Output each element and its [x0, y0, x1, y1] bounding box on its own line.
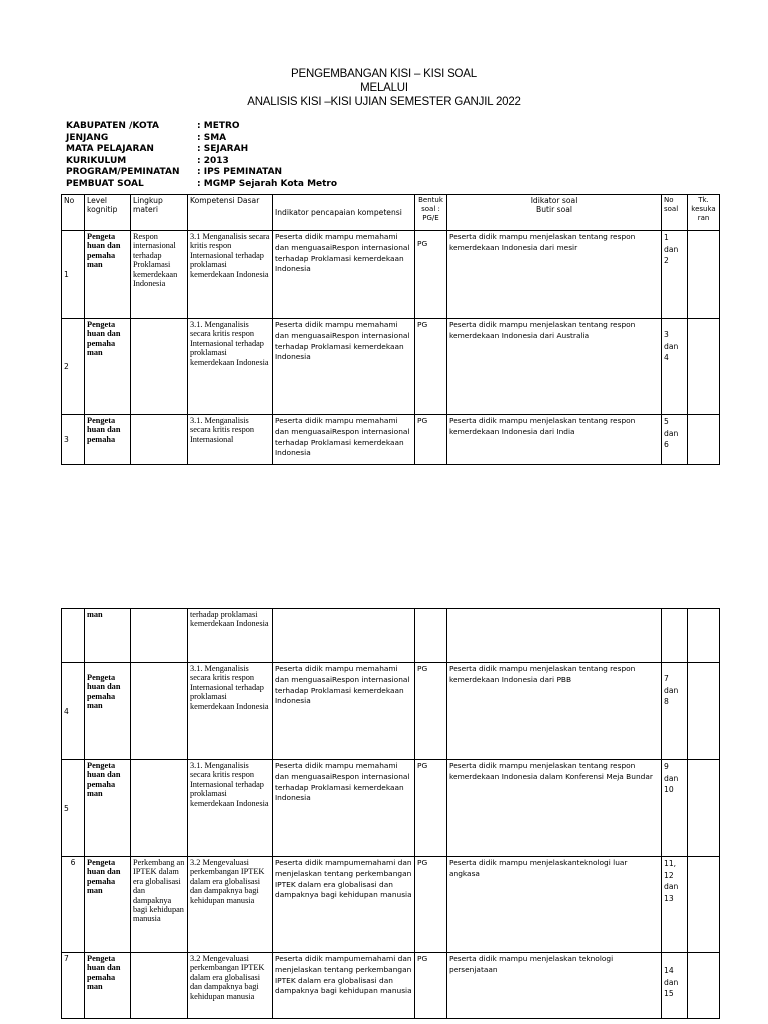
header-bentuk: Bentuk soal : PG/E	[415, 195, 447, 231]
kisi-table-part1	[61, 194, 720, 465]
cell-ipk: Peserta didik mampu memahami dan menguasaiRespon internasional terhadap Proklamasi kemerdekaan Indonesia	[273, 231, 415, 319]
meta-key: MATA PELAJARAN	[66, 144, 154, 155]
cell-indikator: Peserta didik mampu menjelaskan tentang respon kemerdekaan Indonesia dari Australia	[447, 319, 662, 415]
cell-no-soal: 3 dan 4	[662, 319, 688, 415]
table-row-continued	[62, 609, 720, 663]
header-kd: Kompetensi Dasar	[188, 195, 273, 231]
meta-value: : SEJARAH	[197, 144, 249, 155]
cell-no	[62, 609, 85, 663]
cell-tk	[688, 231, 720, 319]
cell-level: Pengeta huan dan pemaha man	[85, 319, 131, 415]
cell-ipk: Peserta didik mampu memahami dan menguasaiRespon internasional terhadap Proklamasi kemerdekaan Indonesia	[273, 415, 415, 465]
cell-no-soal	[662, 609, 688, 663]
cell-ipk	[273, 609, 415, 663]
cell-bentuk: PG	[415, 760, 447, 857]
cell-level: Pengeta huan dan pemaha	[85, 415, 131, 465]
cell-tk	[688, 609, 720, 663]
table-row	[62, 319, 720, 415]
cell-kd: 3.1. Menganalisis secara kritis respon Internasional terhadap proklamasi kemerdekaan Indonesia	[188, 319, 273, 415]
meta-value: : METRO	[197, 121, 240, 131]
cell-ipk: Peserta didik mampu memahami dan menguasaiRespon internasional terhadap Proklamasi kemerdekaan Indonesia	[273, 319, 415, 415]
cell-kd: 3.1. Menganalisis secara kritis respon Internasional terhadap proklamasi kemerdekaan Indonesia	[188, 760, 273, 857]
table-row	[62, 231, 720, 319]
doc-title-line2: MELALUI	[360, 82, 408, 94]
meta-value: : IPS PEMINATAN	[197, 167, 283, 178]
cell-bentuk: PG	[415, 857, 447, 953]
cell-ipk: Peserta didik mampumemahami dan menjelaskan tentang perkembangan IPTEK dalam era globalisasi dan dampaknya bagi kehidupan manusia	[273, 953, 415, 1019]
cell-tk	[688, 953, 720, 1019]
kisi-table-part2	[61, 608, 720, 1019]
table-row	[62, 760, 720, 857]
cell-lingkup	[131, 663, 188, 760]
cell-level: Pengeta huan dan pemaha man	[85, 953, 131, 1019]
table-row	[62, 857, 720, 953]
header-indikator: Idikator soal Butir soal	[447, 195, 662, 231]
doc-title-line1: PENGEMBANGAN KISI – KISI SOAL	[291, 68, 477, 80]
cell-tk	[688, 319, 720, 415]
cell-level: Pengeta huan dan pemaha man	[85, 857, 131, 953]
cell-indikator: Peserta didik mampu menjelaskan tentang respon kemerdekaan Indonesia dari India	[447, 415, 662, 465]
cell-indikator	[447, 609, 662, 663]
cell-no: 3	[62, 415, 85, 465]
table-row	[62, 953, 720, 1019]
meta-value: : SMA	[197, 132, 227, 143]
header-no-soal: No soal	[662, 195, 688, 231]
cell-level: Pengeta huan dan pemaha man	[85, 663, 131, 760]
cell-indikator: Peserta didik mampu menjelaskan tentang respon kemerdekaan Indonesia dalam Konferensi Meja Bundar	[447, 760, 662, 857]
cell-no: 5	[62, 760, 85, 857]
cell-lingkup	[131, 319, 188, 415]
cell-tk	[688, 857, 720, 953]
cell-indikator: Peserta didik mampu menjelaskanteknologi luar angkasa	[447, 857, 662, 953]
cell-lingkup	[131, 953, 188, 1019]
cell-kd: 3.1. Menganalisis secara kritis respon Internasional terhadap proklamasi kemerdekaan Indonesia	[188, 663, 273, 760]
cell-lingkup: Respon internasional terhadap Proklamasi kemerdekaan Indonesia	[131, 231, 188, 319]
cell-ipk: Peserta didik mampu memahami dan menguasaiRespon internasional terhadap Proklamasi kemerdekaan Indonesia	[273, 760, 415, 857]
meta-key: JENJANG	[66, 132, 109, 143]
cell-lingkup	[131, 760, 188, 857]
header-level: Level kognitip	[85, 195, 131, 231]
table-row	[62, 663, 720, 760]
header-ipk: Indikator pencapaian kompetensi	[273, 195, 415, 231]
cell-no: 7	[62, 953, 85, 1019]
meta-key: PEMBUAT SOAL	[66, 178, 144, 189]
cell-no: 4	[62, 663, 85, 760]
cell-lingkup	[131, 609, 188, 663]
cell-lingkup: Perkembang an IPTEK dalam era globalisasi dan dampaknya bagi kehidupan manusia	[131, 857, 188, 953]
meta-key: KABUPATEN /KOTA	[66, 121, 160, 131]
cell-tk	[688, 663, 720, 760]
cell-no-soal: 1 dan 2	[662, 231, 688, 319]
cell-kd: terhadap proklamasi kemerdekaan Indonesia	[188, 609, 273, 663]
header-lingkup: Lingkup materi	[131, 195, 188, 231]
cell-bentuk: PG	[415, 953, 447, 1019]
cell-kd: 3.2 Mengevaluasi perkembangan IPTEK dalam era globalisasi dan dampaknya bagi kehidupan manusia	[188, 857, 273, 953]
cell-no: 2	[62, 319, 85, 415]
meta-value: : MGMP Sejarah Kota Metro	[197, 178, 338, 189]
cell-no: 6	[62, 857, 85, 953]
doc-title-line3: ANALISIS KISI –KISI UJIAN SEMESTER GANJIL 2022	[247, 96, 521, 108]
cell-ipk: Peserta didik mampu memahami dan menguasaiRespon internasional terhadap Proklamasi kemerdekaan Indonesia	[273, 663, 415, 760]
cell-no-soal: 9 dan 10	[662, 760, 688, 857]
header-tk: Tk. kesuka ran	[688, 195, 720, 231]
cell-bentuk: PG	[415, 663, 447, 760]
cell-tk	[688, 415, 720, 465]
cell-kd: 3.1 Menganalisis secara kritis respon Internasional terhadap proklamasi kemerdekaan Indonesia	[188, 231, 273, 319]
cell-lingkup	[131, 415, 188, 465]
meta-key: KURIKULUM	[66, 155, 127, 166]
cell-kd: 3.2 Mengevaluasi perkembangan IPTEK dalam era globalisasi dan dampaknya bagi kehidupan manusia	[188, 953, 273, 1019]
cell-no-soal: 5 dan 6	[662, 415, 688, 465]
meta-key: PROGRAM/PEMINATAN	[66, 167, 180, 178]
cell-level: Pengeta huan dan pemaha man	[85, 231, 131, 319]
cell-bentuk	[415, 609, 447, 663]
table-header-row	[62, 195, 720, 231]
cell-bentuk: PG	[415, 415, 447, 465]
cell-bentuk: PG	[415, 231, 447, 319]
cell-kd: 3.1. Menganalisis secara kritis respon Internasional	[188, 415, 273, 465]
cell-indikator: Peserta didik mampu menjelaskan tentang respon kemerdekaan Indonesia dari PBB	[447, 663, 662, 760]
cell-level: man	[85, 609, 131, 663]
cell-no-soal: 7 dan 8	[662, 663, 688, 760]
cell-tk	[688, 760, 720, 857]
header-no: No	[62, 195, 85, 231]
cell-ipk: Peserta didik mampumemahami dan menjelaskan tentang perkembangan IPTEK dalam era globalisasi dan dampaknya bagi kehidupan manusia	[273, 857, 415, 953]
meta-value: : 2013	[197, 155, 229, 166]
cell-no-soal: 11, 12 dan 13	[662, 857, 688, 953]
cell-indikator: Peserta didik mampu menjelaskan teknologi persenjataan	[447, 953, 662, 1019]
cell-level: Pengeta huan dan pemaha man	[85, 760, 131, 857]
cell-indikator: Peserta didik mampu menjelaskan tentang respon kemerdekaan Indonesia dari mesir	[447, 231, 662, 319]
cell-bentuk: PG	[415, 319, 447, 415]
cell-no: 1	[62, 231, 85, 319]
cell-no-soal: 14 dan 15	[662, 953, 688, 1019]
table-row	[62, 415, 720, 465]
